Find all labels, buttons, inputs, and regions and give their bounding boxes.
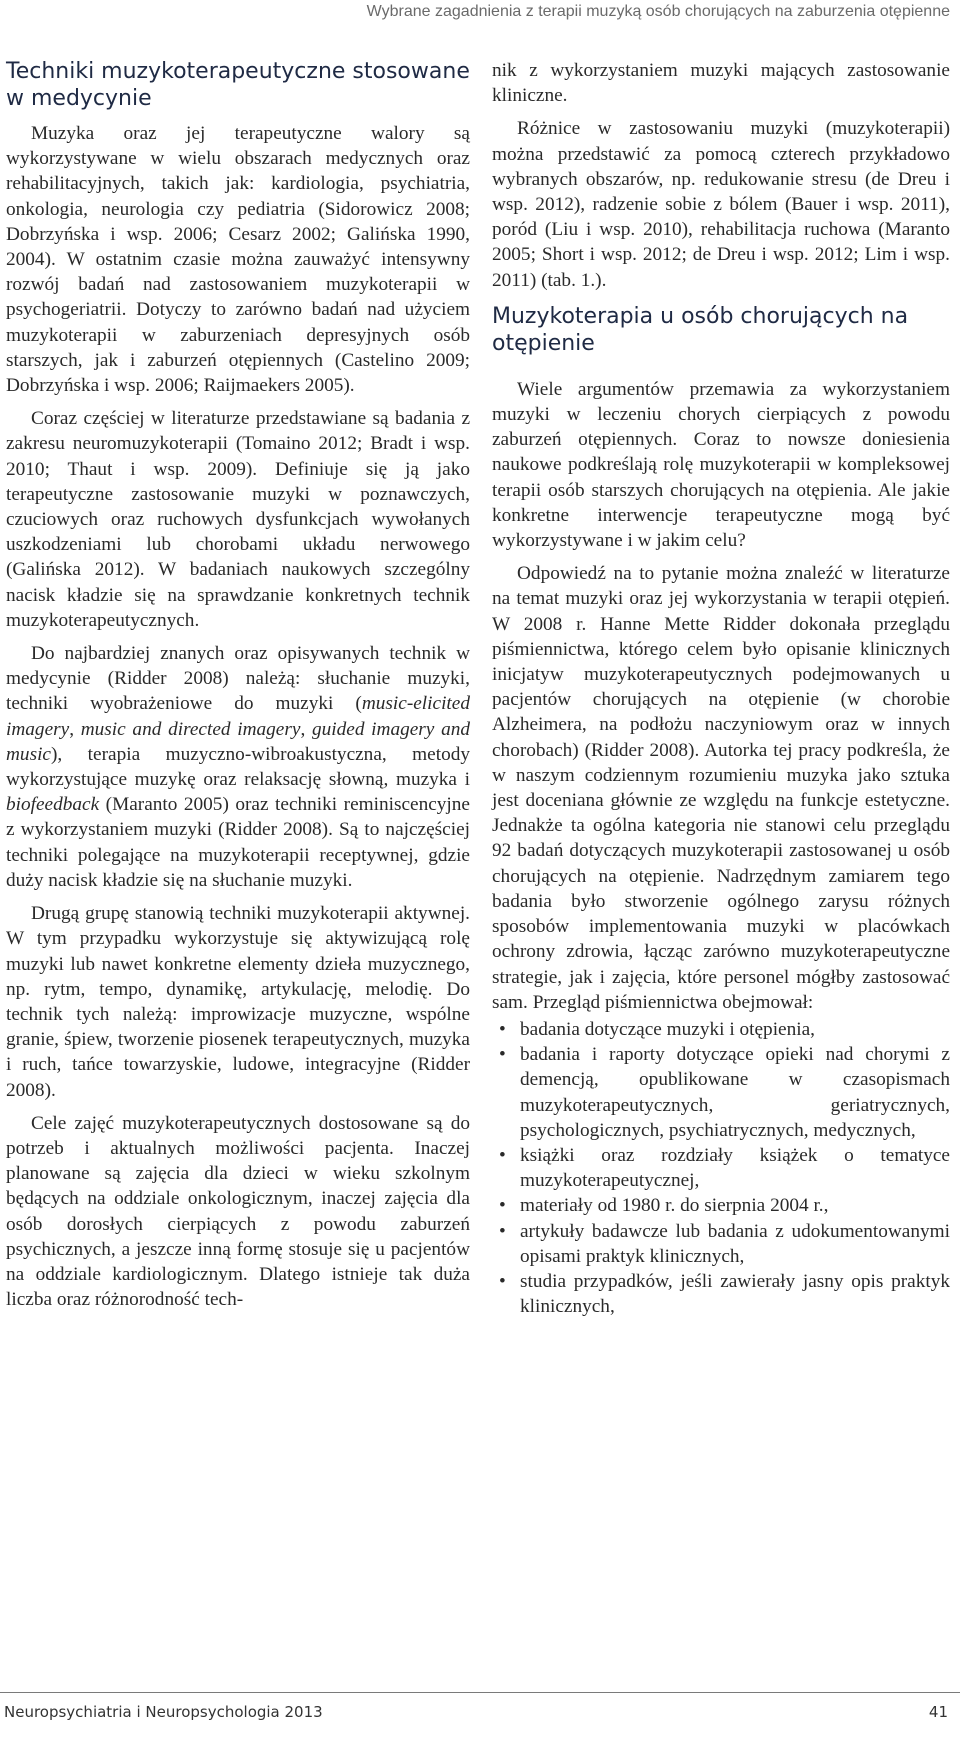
paragraph: Drugą grupę stanowią techniki muzykoterapii aktywnej. W tym przypadku wykorzystuje się aktywizującą rolę muzyki lub nawet konkretne elementy dzieła muzycznego, np. rytm, tempo, dynamikę, artykulację, melodię. Do technik tych należą: improwizacje muzyczne, wspólne granie, śpiew, tworzenie piosenek terapeutycznych, muzyka i ruch, tańce towarzyskie, ludowe, integracyjne (Ridder 2008). [6,903,470,1101]
paragraph: Różnice w zastosowaniu muzyki (muzykoterapii) można przedstawić za pomocą czterech przykładowo wybranych obszarów, np. redukowanie stresu (de Dreu i wsp. 2012), radzenie sobie z bólem (Bauer i wsp. 2011), poród (Liu i wsp. 2010), rehabilitacja ruchowa (Maranto 2005; Short i wsp. 2012; de Dreu i wsp. 2012; Lim i wsp. 2011) (tab. 1.). [492,118,950,291]
text-run: Do najbardziej znanych oraz opisywanych technik w medycynie (Ridder 2008) należą: słuchanie muzyki, techniki wyobrażeniowe do muzyki ( [6,643,470,715]
list-item: • badania i raporty dotyczące opieki nad chorymi z demencją, opublikowane w czasopismach muzykoterapeutycznych, geriatrycznych, psychologicznych, psychiatrycznych, medycznych, [492,1042,950,1143]
text-run: (Maranto 2005) oraz techniki reminiscencyjne z wykorzystaniem muzyki (Ridder 2008). Są to najczęściej techniki polegające na muzykoterapii receptywnej, gdzie duży nacisk kładzie się na słuchanie muzyki. [6,794,470,891]
text-run: , [300,718,312,740]
footer-journal: Neuropsychiatria i Neuropsychologia 2013 [4,1703,323,1721]
paragraph: Wiele argumentów przemawia za wykorzystaniem muzyki w leczeniu chorych cierpiących z powodu zaburzeń otępiennych. Coraz to nowsze doniesienia naukowe podkreślają rolę muzykoterapii w kompleksowej terapii osób starszych chorujących na otępienia. Ale jakie konkretne interwencje terapeutyczne mogą być wykorzystywane i w jakim celu? [492,378,950,552]
paragraph-with-italics [6,641,470,893]
text-run: , [69,718,81,740]
italic-term: music and directed imagery [80,718,301,740]
list-item: • książki oraz rozdziały książek o tematyce muzykoterapeutycznej, [492,1143,950,1193]
list-item: • badania dotyczące muzyki i otępienia, [492,1017,950,1042]
italic-term: guided imagery and music [6,718,471,765]
text-run: ), terapia muzyczno-wibroakustyczna, metody wykorzystujące muzykę oraz relaksację słowną, muzyka i [6,743,470,791]
section-heading-dementia: Muzykoterapia u osób chorujących na otępienie [492,303,909,356]
list-item: • studia przypadków, jeśli zawierały jasny opis praktyk klinicznych, [492,1269,950,1319]
paragraph-continuation: nik z wykorzystaniem muzyki mających zastosowanie kliniczne. [492,60,950,107]
footer-rule [0,1692,960,1693]
list-item: • artykuły badawcze lub badania z udokumentowanymi opisami praktyk klinicznych, [492,1219,950,1269]
left-column [6,58,470,1312]
running-head: Wybrane zagadnienia z terapii muzyką osób chorujących na zaburzenia otępienne [366,3,950,20]
italic-term: music-elicited imagery [6,693,470,740]
section-heading-techniques: Techniki muzykoterapeutyczne stosowane w medycynie [6,59,470,111]
review-scope-list [492,1017,950,1319]
list-item: • materiały od 1980 r. do sierpnia 2004 r., [492,1193,950,1218]
paragraph: Coraz częściej w literaturze przedstawiane są badania z zakresu neuromuzykoterapii (Tomaino 2012; Bradt i wsp. 2010; Thaut i wsp. 2009). Definiuje się ją jako terapeutyczne zastosowanie muzyki w poznawczych, czuciowych oraz ruchowych dysfunkcjach wywołanych uszkodzeniami lub chorobami układu nerwowego (Galińska 2012). W badaniach naukowych szczególny nacisk kładzie się na sprawdzanie konkretnych technik muzykoterapeutycznych. [6,408,470,631]
italic-term: biofeedback [6,794,100,816]
paragraph: Muzyka oraz jej terapeutyczne walory są wykorzystywane w wielu obszarach medycznych oraz rehabilitacyjnych, takich jak: kardiologia, psychiatria, onkologia, neurologia czy pediatria (Sidorowicz 2008; Dobrzyńska i wsp. 2006; Cesarz 2002; Galińska 1990, 2004). W ostatnim czasie można zauważyć intensywny rozwój badań nad zastosowaniem muzykoterapii w psychogeriatrii. Dotyczy to zarówno badań nad użyciem muzykoterapii w zaburzeniach depresyjnych osób starszych, jak i zaburzeń otępiennych (Castelino 2009; Dobrzyńska i wsp. 2006; Raijmaekers 2005). [6,123,470,397]
paragraph: Odpowiedź na to pytanie można znaleźć w literaturze na temat muzyki oraz jej wykorzystania w terapii otępień. W 2008 r. Hanne Mette Ridder dokonała przeglądu piśmiennictwa, którego celem było opisanie klinicznych inicjatyw muzykoterapeutycznych podejmowanych u pacjentów chorujących na otępienie (w chorobie Alzheimera, na podłożu naczyniowym oraz w innych chorobach) (Ridder 2008). Autorka tej pracy podkreśla, że w naszym codziennym rozumieniu muzyka jako sztuka jest doceniana głównie ze względu na funkcje estetyczne. Jednakże ta ogólna kategoria nie stanowi celu przeglądu 92 badań dotyczących muzykoterapii zastosowanej u osób chorujących na otępienie. Nadrzędnym zamiarem tego badania było stworzenie ogólnego zarysu różnych sposobów implementowania muzyki w placówkach ochrony zdrowia, łącząc zarówno muzykoterapeutyczne strategie, jak i zajęcia, które personel mógłby zastosować sam. Przegląd piśmiennictwa obejmował: [492,563,950,1013]
paragraph: Cele zajęć muzykoterapeutycznych dostosowane są do potrzeb i aktualnych możliwości pacjenta. Inaczej planowane są zajęcia dla dzieci w wieku szkolnym będących na oddziale onkologicznym, inaczej zajęcia dla osób dorosłych cierpiących z powodu zaburzeń psychicznych, a jeszcze inną formę stosuje się u pacjentów na oddziale kardiologicznym. Dlatego istnieje tak duża liczba oraz różnorodność tech- [6,1112,470,1311]
right-column [492,58,950,1319]
page-number: 41 [928,1703,948,1721]
